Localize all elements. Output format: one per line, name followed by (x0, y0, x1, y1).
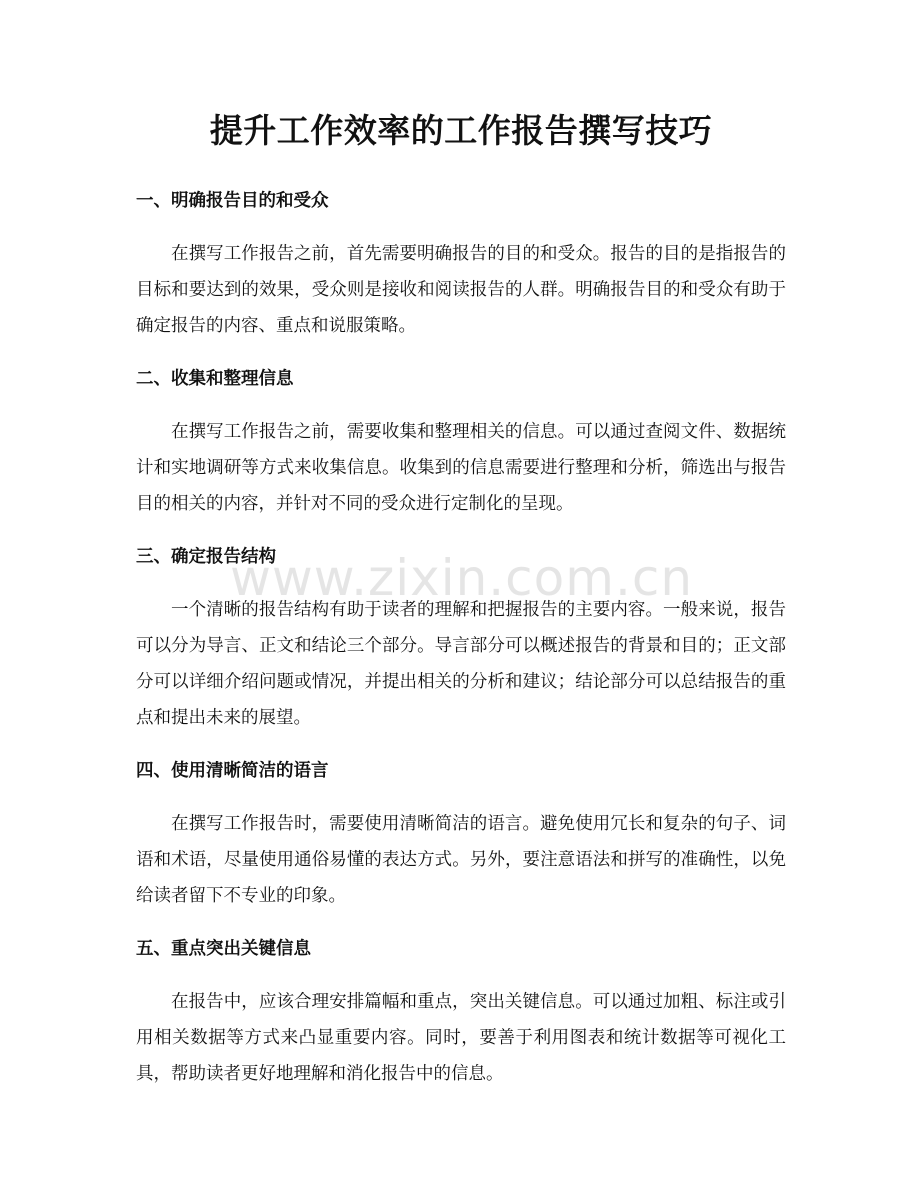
section-heading: 五、重点突出关键信息 (136, 939, 311, 959)
section-collect-info (136, 364, 786, 522)
section-body: 在报告中，应该合理安排篇幅和重点，突出关键信息。可以通过加粗、标注或引用相关数据等方式来凸显重要内容。同时，要善于利用图表和统计数据等可视化工具，帮助读者更好地理解和消化报告中的信息。 (136, 992, 786, 1084)
section-report-structure (136, 542, 786, 736)
watermark: www.zixin.com.cn (230, 549, 694, 607)
section-heading: 四、使用清晰简洁的语言 (136, 761, 329, 781)
section-purpose-audience (136, 186, 786, 344)
document-title: 提升工作效率的工作报告撰写技巧 (209, 111, 713, 150)
section-clear-language (136, 756, 786, 914)
section-heading: 二、收集和整理信息 (136, 369, 294, 389)
section-body: 一个清晰的报告结构有助于读者的理解和把握报告的主要内容。一般来说，报告可以分为导言、正文和结论三个部分。导言部分可以概述报告的背景和目的；正文部分可以详细介绍问题或情况，并提出相关的分析和建议；结论部分可以总结报告的重点和提出未来的展望。 (136, 600, 786, 728)
section-heading: 三、确定报告结构 (136, 547, 276, 567)
section-heading: 一、明确报告目的和受众 (136, 191, 329, 211)
section-key-info (136, 934, 786, 1092)
section-body: 在撰写工作报告时，需要使用清晰简洁的语言。避免使用冗长和复杂的句子、词语和术语，尽量使用通俗易懂的表达方式。另外，要注意语法和拼写的准确性，以免给读者留下不专业的印象。 (136, 814, 786, 906)
section-body: 在撰写工作报告之前，需要收集和整理相关的信息。可以通过查阅文件、数据统计和实地调研等方式来收集信息。收集到的信息需要进行整理和分析，筛选出与报告目的相关的内容，并针对不同的受众进行定制化的呈现。 (136, 422, 786, 514)
section-body: 在撰写工作报告之前，首先需要明确报告的目的和受众。报告的目的是指报告的目标和要达到的效果，受众则是接收和阅读报告的人群。明确报告目的和受众有助于确定报告的内容、重点和说服策略。 (136, 244, 786, 336)
